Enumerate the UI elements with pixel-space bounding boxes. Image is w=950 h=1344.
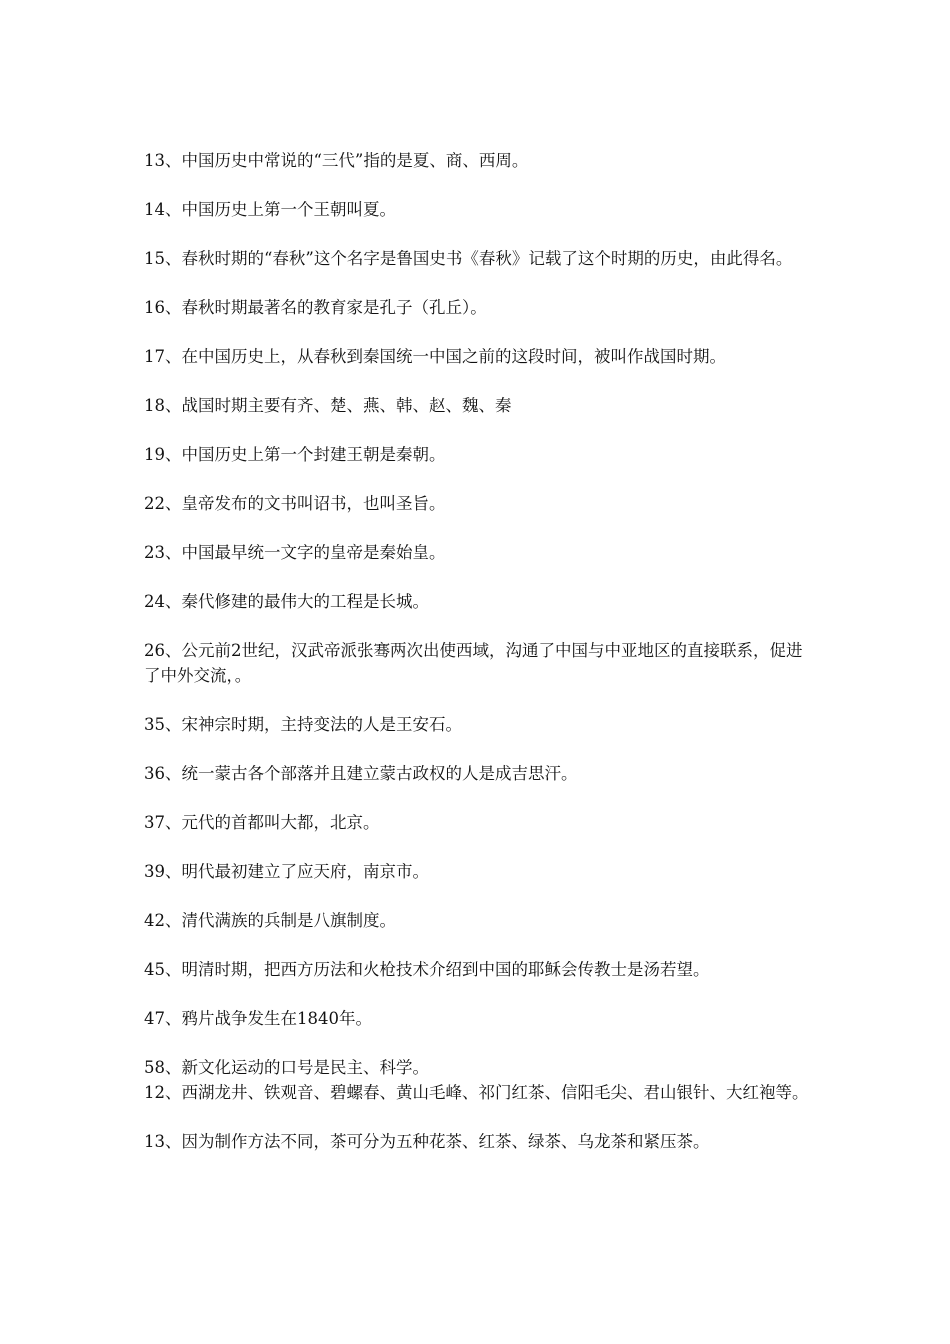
paragraph: 24、秦代修建的最伟大的工程是长城。: [144, 592, 429, 611]
paragraph: 37、元代的首都叫大都，北京。: [144, 813, 380, 832]
paragraph: 23、中国最早统一文字的皇帝是秦始皇。: [144, 543, 446, 562]
paragraph: 19、中国历史上第一个封建王朝是秦朝。: [144, 445, 446, 464]
paragraph: 36、统一蒙古各个部落并且建立蒙古政权的人是成吉思汗。: [144, 764, 578, 783]
paragraph: 16、春秋时期最著名的教育家是孔子（孔丘）。: [144, 298, 487, 317]
paragraph: 58、新文化运动的口号是民主、科学。: [144, 1058, 429, 1077]
paragraph: 17、在中国历史上，从春秋到秦国统一中国之前的这段时间，被叫作战国时期。: [144, 347, 726, 366]
paragraph: 39、明代最初建立了应天府，南京市。: [144, 862, 429, 881]
paragraph: 47、鸦片战争发生在1840年。: [144, 1009, 372, 1028]
paragraph: 15、春秋时期的“春秋”这个名字是鲁国史书《春秋》记载了这个时期的历史，由此得名。: [144, 249, 793, 268]
paragraph: 13、中国历史中常说的“三代”指的是夏、商、西周。: [144, 151, 529, 170]
document-body: [144, 148, 814, 1154]
paragraph: 42、清代满族的兵制是八旗制度。: [144, 911, 396, 930]
paragraph: 12、西湖龙井、铁观音、碧螺春、黄山毛峰、祁门红茶、信阳毛尖、君山银针、大红袍等。: [144, 1083, 809, 1102]
paragraph: 13、因为制作方法不同，茶可分为五种花茶、红茶、绿茶、乌龙茶和紧压茶。: [144, 1132, 710, 1151]
paragraph: 35、宋神宗时期，主持变法的人是王安石。: [144, 715, 462, 734]
paragraph: 26、公元前2世纪，汉武帝派张骞两次出使西域，沟通了中国与中亚地区的直接联系，促进了中外交流，。: [144, 641, 803, 685]
paragraph: 22、皇帝发布的文书叫诏书，也叫圣旨。: [144, 494, 446, 513]
paragraph: 14、中国历史上第一个王朝叫夏。: [144, 200, 396, 219]
paragraph: 18、战国时期主要有齐、楚、燕、韩、赵、魏、秦: [144, 396, 512, 415]
paragraph: 45、明清时期，把西方历法和火枪技术介绍到中国的耶稣会传教士是汤若望。: [144, 960, 710, 979]
